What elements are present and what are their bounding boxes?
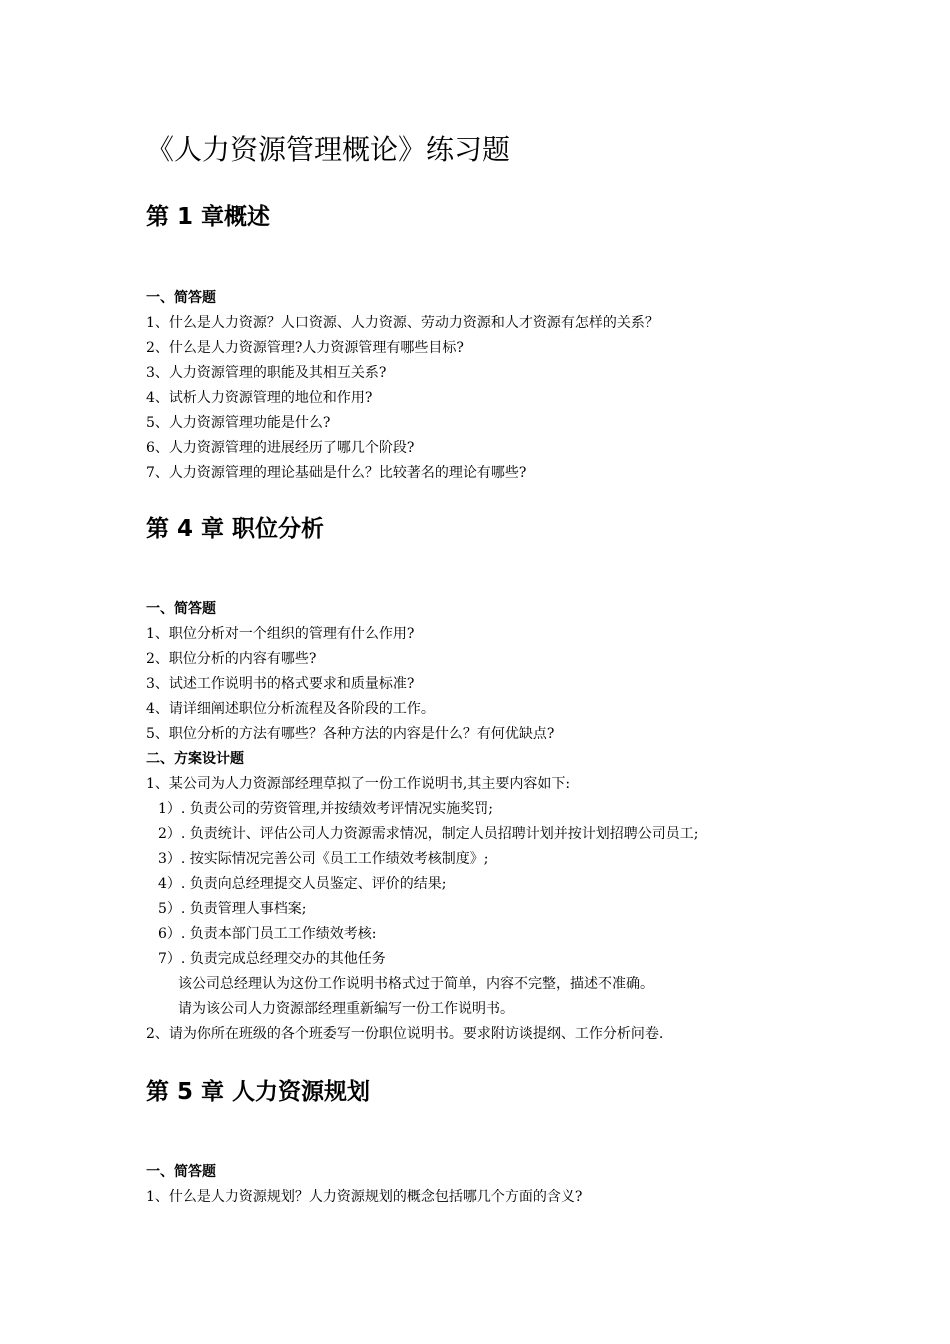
question-item: 5、职位分析的方法有哪些？各种方法的内容是什么？有何优缺点? <box>146 726 555 742</box>
section-heading: 一、简答题 <box>146 601 216 617</box>
question-item: 3、人力资源管理的职能及其相互关系? <box>146 365 387 381</box>
section-heading: 二、方案设计题 <box>146 751 244 767</box>
question-item: 2、什么是人力资源管理?人力资源管理有哪些目标? <box>146 340 464 356</box>
question-item: 3、试述工作说明书的格式要求和质量标准? <box>146 676 415 692</box>
chapter-title: 第 5 章 人力资源规划 <box>146 1079 371 1105</box>
question-item: 1、什么是人力资源规划？人力资源规划的概念包括哪几个方面的含义? <box>146 1189 583 1205</box>
question-paragraph: 该公司总经理认为这份工作说明书格式过于简单，内容不完整，描述不准确。 <box>178 976 654 992</box>
duty-item: 1）. 负责公司的劳资管理,并按绩效考评情况实施奖罚; <box>158 801 493 817</box>
duty-item: 4）. 负责向总经理提交人员鉴定、评价的结果; <box>158 876 447 892</box>
duty-item: 3）. 按实际情况完善公司《员工工作绩效考核制度》; <box>158 851 489 867</box>
question-item: 1、职位分析对一个组织的管理有什么作用? <box>146 626 415 642</box>
question-item: 4、请详细阐述职位分析流程及各阶段的工作。 <box>146 701 435 717</box>
chapter-4 <box>146 512 926 1047</box>
chapter-title: 第 4 章 职位分析 <box>146 516 325 542</box>
question-paragraph: 请为该公司人力资源部经理重新编写一份工作说明书。 <box>178 1001 514 1017</box>
chapter-title: 第 1 章概述 <box>146 204 271 230</box>
question-item: 7、人力资源管理的理论基础是什么？比较著名的理论有哪些? <box>146 465 527 481</box>
question-item: 5、人力资源管理功能是什么? <box>146 415 331 431</box>
document-page <box>146 130 926 1210</box>
question-item: 1、某公司为人力资源部经理草拟了一份工作说明书,其主要内容如下: <box>146 776 571 792</box>
section-heading: 一、简答题 <box>146 290 216 306</box>
question-item: 2、请为你所在班级的各个班委写一份职位说明书。要求附访谈提纲、工作分析问卷. <box>146 1026 664 1042</box>
question-item: 6、人力资源管理的进展经历了哪几个阶段? <box>146 440 415 456</box>
question-item: 1、什么是人力资源？人口资源、人力资源、劳动力资源和人才资源有怎样的关系？ <box>146 315 659 331</box>
duty-item: 5）. 负责管理人事档案; <box>158 901 307 917</box>
duty-item: 6）. 负责本部门员工工作绩效考核: <box>158 926 377 942</box>
question-item: 2、职位分析的内容有哪些? <box>146 651 317 667</box>
chapter-1 <box>146 200 926 486</box>
question-item: 4、试析人力资源管理的地位和作用? <box>146 390 373 406</box>
document-title: 《人力资源管理概论》练习题 <box>146 133 511 166</box>
duty-item: 2）. 负责统计、评估公司人力资源需求情况，制定人员招聘计划并按计划招聘公司员工; <box>158 826 699 842</box>
section-heading: 一、简答题 <box>146 1164 216 1180</box>
duty-item: 7）. 负责完成总经理交办的其他任务 <box>158 951 386 967</box>
chapter-5 <box>146 1075 926 1210</box>
